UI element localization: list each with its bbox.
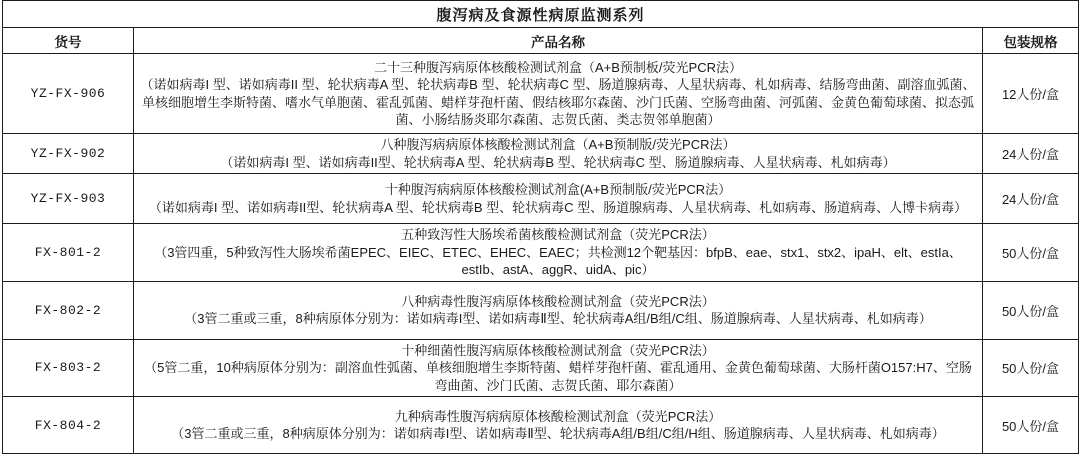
package-spec: 12人份/盒 bbox=[983, 54, 1079, 134]
header-row bbox=[3, 28, 1079, 54]
product-name-cell bbox=[134, 134, 983, 174]
package-spec: 24人份/盒 bbox=[983, 174, 1079, 224]
product-title: 九种病毒性腹泻病病原体核酸检测试剂盒（荧光PCR法） bbox=[394, 408, 722, 424]
column-header-spec: 包装规格 bbox=[983, 28, 1079, 54]
table-row bbox=[3, 54, 1079, 134]
package-spec: 50人份/盒 bbox=[983, 397, 1079, 454]
product-table bbox=[2, 0, 1079, 454]
product-code: YZ-FX-903 bbox=[3, 174, 134, 224]
product-title: 八种病毒性腹泻病原体核酸检测试剂盒（荧光PCR法） bbox=[401, 293, 715, 309]
product-code: FX-802-2 bbox=[3, 281, 134, 339]
package-spec: 50人份/盒 bbox=[983, 281, 1079, 339]
product-code: FX-803-2 bbox=[3, 339, 134, 397]
product-name-cell bbox=[134, 224, 983, 282]
product-detail: （诺如病毒I 型、诺如病毒II型、轮状病毒A 型、轮状病毒B 型、轮状病毒C 型、肠道腺病毒、人星状病毒、札如病毒） bbox=[220, 154, 896, 170]
product-code: YZ-FX-902 bbox=[3, 134, 134, 174]
column-header-code: 货号 bbox=[3, 28, 134, 54]
product-code: YZ-FX-906 bbox=[3, 54, 134, 134]
table-row bbox=[3, 174, 1079, 224]
product-name-cell bbox=[134, 281, 983, 339]
product-name-cell bbox=[134, 174, 983, 224]
product-name-cell bbox=[134, 397, 983, 454]
column-header-name: 产品名称 bbox=[134, 28, 983, 54]
product-title: 十种细菌性腹泻病原体核酸检测试剂盒（荧光PCR法） bbox=[401, 342, 715, 358]
table-row bbox=[3, 281, 1079, 339]
package-spec: 50人份/盒 bbox=[983, 224, 1079, 282]
table-row bbox=[3, 134, 1079, 174]
product-title: 五种致泻性大肠埃希菌核酸检测试剂盒（荧光PCR法） bbox=[401, 227, 715, 242]
product-detail: （诺如病毒I 型、诺如病毒II型、轮状病毒A 型、轮状病毒B 型、轮状病毒C 型、肠道腺病毒、人星状病毒、札如病毒、肠道病毒、人博卡病毒） bbox=[148, 199, 968, 215]
product-name-cell bbox=[134, 339, 983, 397]
page-title: 腹泻病及食源性病原监测系列 bbox=[3, 1, 1079, 28]
product-title: 二十三种腹泻病原体核酸检测试剂盒（A+B预制板/荧光PCR法） bbox=[374, 59, 742, 75]
package-spec: 24人份/盒 bbox=[983, 134, 1079, 174]
product-title: 十种腹泻病病原体核酸检测试剂盒(A+B预制版/荧光PCR法） bbox=[384, 182, 732, 197]
product-name-cell bbox=[134, 54, 983, 134]
table-row bbox=[3, 397, 1079, 454]
title-row bbox=[3, 1, 1079, 28]
product-code: FX-801-2 bbox=[3, 224, 134, 282]
table-row bbox=[3, 224, 1079, 282]
product-detail: （3管四重，5种致泻性大肠埃希菌EPEC、EIEC、ETEC、EHEC、EAEC；共检测12个靶基因：bfpB、eae、stx1、stx2、ipaH、elt、estIa、estIb、astA、aggR、uidA、pic） bbox=[154, 244, 962, 277]
product-detail: （3管二重或三重，8种病原体分别为：诺如病毒I型、诺如病毒Ⅱ型、轮状病毒A组/B组/C组、肠道腺病毒、人星状病毒、札如病毒） bbox=[184, 311, 932, 326]
package-spec: 50人份/盒 bbox=[983, 339, 1079, 397]
product-code: FX-804-2 bbox=[3, 397, 134, 454]
product-detail: （5管二重，10种病原体分别为：副溶血性弧菌、单核细胞增生李斯特菌、蜡样芽孢杆菌、霍乱通用、金黄色葡萄球菌、大肠杆菌O157:H7、空肠弯曲菌、沙门氏菌、志贺氏菌、耶尔森菌） bbox=[144, 360, 972, 393]
table-row bbox=[3, 339, 1079, 397]
product-detail: （诺如病毒I 型、诺如病毒II 型、轮状病毒A 型、轮状病毒B 型、轮状病毒C 型、肠道腺病毒、人星状病毒、札如病毒、结肠弯曲菌、副溶血弧菌、单核细胞增生李斯特菌、嗜水气单胞菌、霍乱弧菌、蜡样芽孢杆菌、假结核耶尔森菌、沙门氏菌、空肠弯曲菌、河弧菌、金黄色葡萄球菌、拟态弧菌、小肠结肠炎耶尔森菌、志贺氏菌、类志贺邻单胞菌） bbox=[140, 77, 976, 127]
product-title: 八种腹泻病病原体核酸检测试剂盒（A+B预制版/荧光PCR法） bbox=[380, 137, 736, 152]
product-detail: （3管二重或三重，8种病原体分别为：诺如病毒I型、诺如病毒Ⅱ型、轮状病毒A组/B组/C组/H组、肠道腺病毒、人星状病毒、札如病毒） bbox=[171, 426, 945, 441]
